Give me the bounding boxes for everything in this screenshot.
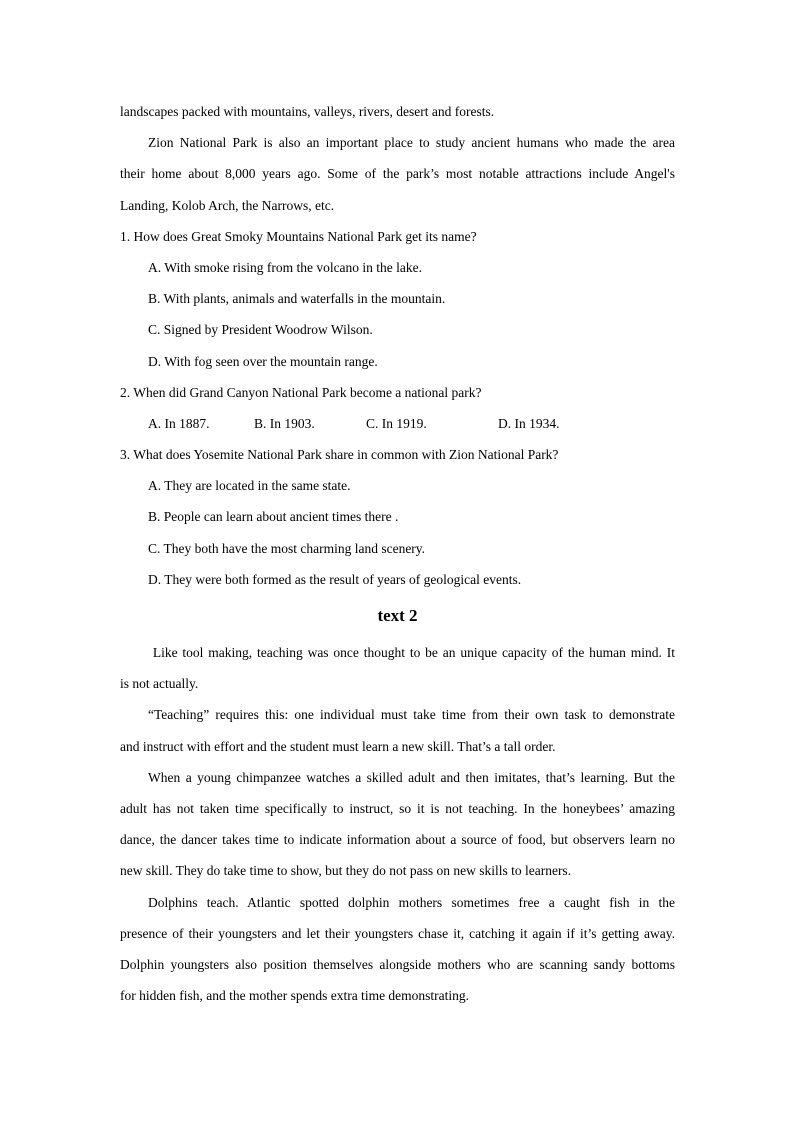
options-row [120, 408, 675, 439]
paragraph-line: landscapes packed with mountains, valleys, rivers, desert and forests. [120, 104, 495, 119]
paragraph-line: dance, the dancer takes time to indicate information about a source of food, but observers learn no [120, 832, 675, 848]
question-3 [120, 439, 675, 595]
zion-paragraph [120, 127, 675, 221]
paragraph-line: Zion National Park is also an important place to study ancient humans who made the area [148, 135, 675, 151]
text2-paragraph-3 [120, 762, 675, 887]
paragraph-line: “Teaching” requires this: one individual must take time from their own task to demonstrate [148, 707, 675, 723]
question-2 [120, 377, 675, 439]
option-d: D. They were both formed as the result of years of geological events. [148, 571, 522, 587]
option-b: B. With plants, animals and waterfalls in the mountain. [148, 291, 446, 307]
question-1 [120, 221, 675, 377]
text2-paragraph-2 [120, 699, 675, 761]
paragraph-line: new skill. They do take time to show, but they do not pass on new skills to learners. [120, 863, 572, 879]
section-heading: text 2 [377, 606, 418, 625]
option-d: D. In 1934. [498, 415, 560, 431]
paragraph-line: When a young chimpanzee watches a skilled adult and then imitates, that’s learning. But the [148, 769, 675, 785]
paragraph-line: is not actually. [120, 676, 199, 692]
document-page [120, 96, 675, 1011]
option-a: A. In 1887. [148, 415, 210, 431]
option-c: C. They both have the most charming land scenery. [148, 540, 426, 556]
text2-paragraph-4 [120, 887, 675, 1012]
option-c: C. In 1919. [366, 415, 427, 431]
question-stem: 1. How does Great Smoky Mountains National Park get its name? [120, 228, 477, 244]
option-c: C. Signed by President Woodrow Wilson. [148, 322, 373, 338]
option-a: A. With smoke rising from the volcano in the lake. [148, 259, 423, 275]
question-stem: 3. What does Yosemite National Park share in common with Zion National Park? [120, 447, 559, 463]
paragraph-line: and instruct with effort and the student must learn a new skill. That’s a tall order. [120, 738, 556, 754]
paragraph-line: presence of their youngsters and let their youngsters chase it, catching it again if it’s getting away. [120, 925, 675, 941]
text2-paragraph-1 [120, 637, 675, 699]
paragraph-line: Dolphins teach. Atlantic spotted dolphin mothers sometimes free a caught fish in the [148, 894, 675, 910]
option-b: B. In 1903. [254, 415, 315, 431]
paragraph-line: Landing, Kolob Arch, the Narrows, etc. [120, 197, 335, 213]
paragraph-line: adult has not taken time specifically to instruct, so it is not teaching. In the honeybees’ amazing [120, 800, 675, 816]
option-a: A. They are located in the same state. [148, 478, 351, 494]
question-stem: 2. When did Grand Canyon National Park become a national park? [120, 384, 482, 400]
option-d: D. With fog seen over the mountain range. [148, 353, 378, 369]
paragraph-line: for hidden fish, and the mother spends extra time demonstrating. [120, 988, 470, 1004]
option-b: B. People can learn about ancient times there . [148, 509, 399, 525]
paragraph-line: Like tool making, teaching was once thought to be an unique capacity of the human mind. It [148, 645, 675, 660]
paragraph-line: Dolphin youngsters also position themselves alongside mothers who are scanning sandy bottoms [120, 956, 675, 972]
paragraph-line: their home about 8,000 years ago. Some of the park’s most notable attractions include Angel's [120, 166, 675, 182]
